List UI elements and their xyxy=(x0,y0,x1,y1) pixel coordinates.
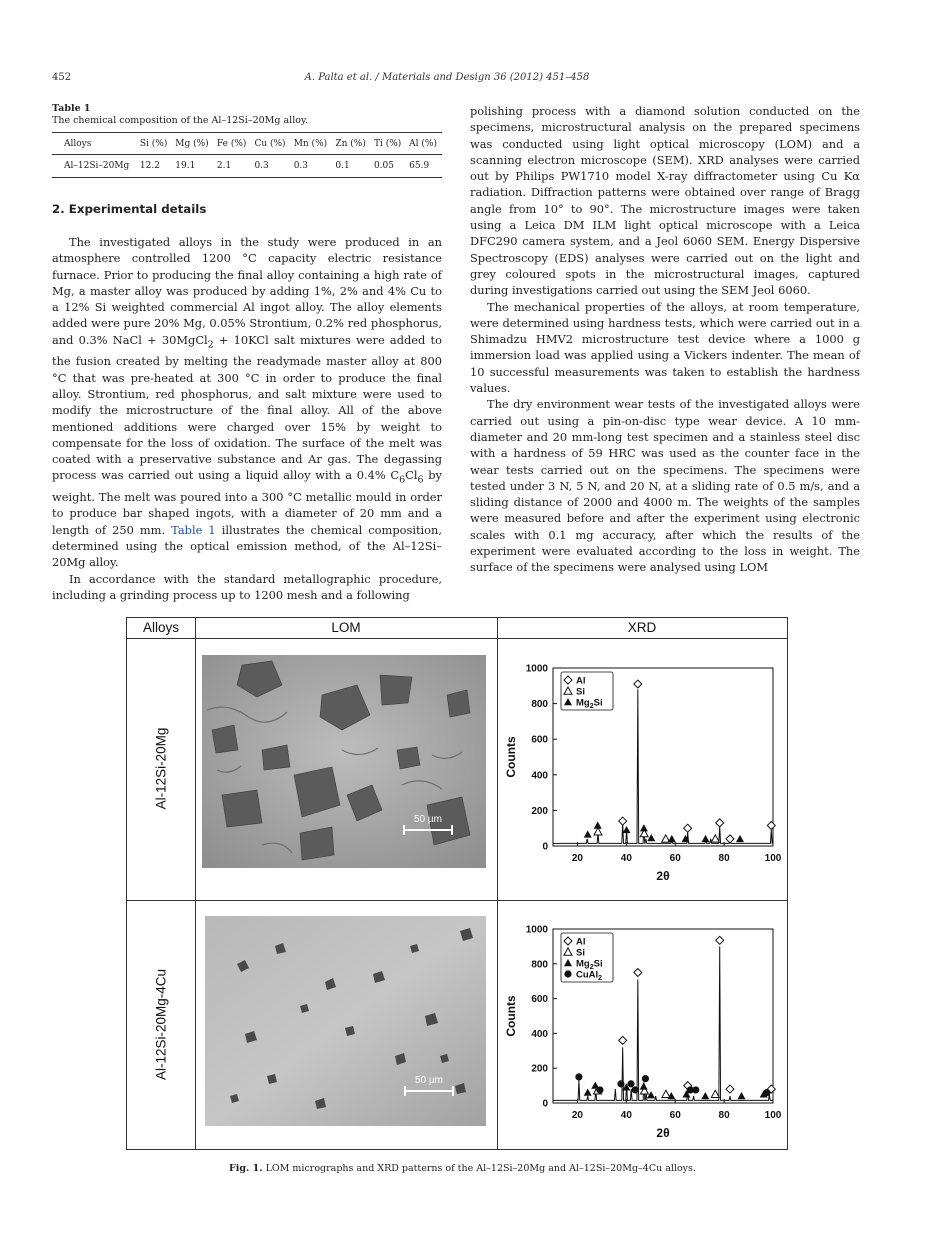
y-tick-label: 1000 xyxy=(525,924,548,936)
text-run: Cl xyxy=(405,468,418,483)
phase-marker-circle-filled xyxy=(575,1073,582,1080)
phase-marker-triangle-filled xyxy=(640,824,648,831)
phase-marker-circle-filled xyxy=(632,1086,639,1093)
phase-marker-diamond-open xyxy=(619,817,627,825)
legend-label: Si xyxy=(576,947,585,959)
phase-marker-triangle-filled xyxy=(640,1082,648,1089)
right-column xyxy=(470,103,860,576)
phase-marker-diamond-open xyxy=(684,824,692,832)
table-header-cell: Zn (%) xyxy=(332,133,371,155)
x-tick-label: 100 xyxy=(764,853,782,864)
x-tick-label: 20 xyxy=(571,1110,584,1121)
x-axis-label: 2θ xyxy=(656,1126,670,1140)
phase-marker-diamond-open xyxy=(619,1036,627,1044)
row-label-alloy-2: Al-12Si-20Mg-4Cu xyxy=(153,968,169,1081)
phase-marker-triangle-filled xyxy=(647,1091,655,1098)
legend-label: Si xyxy=(576,686,585,698)
x-tick-label: 60 xyxy=(669,1110,681,1121)
y-axis-label: Counts xyxy=(504,736,518,778)
table-cell: 0.3 xyxy=(291,155,333,178)
table-cell: 2.1 xyxy=(214,155,252,178)
figure-divider xyxy=(195,618,196,1149)
y-axis-label: Counts xyxy=(504,995,518,1037)
table-header-cell: Mg (%) xyxy=(172,133,214,155)
legend-label: Al xyxy=(576,936,586,948)
table-cell: 12.2 xyxy=(137,155,172,178)
legend-label: $Mg_2Si$ xyxy=(576,697,603,710)
phase-marker-triangle-open xyxy=(711,1090,719,1097)
figure-divider xyxy=(127,638,787,639)
composition-table xyxy=(52,132,442,178)
figure-divider xyxy=(497,618,498,1149)
header-xrd: XRD xyxy=(627,620,657,635)
y-tick-label: 400 xyxy=(531,770,548,782)
table-header-cell: Mn (%) xyxy=(291,133,333,155)
table-header-cell: Al (%) xyxy=(406,133,442,155)
x-tick-label: 100 xyxy=(764,1110,782,1121)
paragraph: The mechanical properties of the alloys, at room temperature, were determined using hardness tests, which were carried out in a Shimadzu HMV2 microstructure test device where a 1000 g immersion load was applied using a Vickers indenter. The mean of 10 successful measurements was taken to establish the hardness values. xyxy=(470,299,860,396)
phase-marker-circle-filled xyxy=(763,1089,770,1096)
journal-citation: A. Palta et al. / Materials and Design 36 (2012) 451–458 xyxy=(304,72,590,83)
phase-marker-triangle-open xyxy=(711,835,719,842)
legend-marker xyxy=(564,970,571,977)
table-cell: 0.3 xyxy=(251,155,290,178)
table-header-cell: Fe (%) xyxy=(214,133,252,155)
phase-marker-triangle-filled xyxy=(584,830,592,837)
table-cell: 19.1 xyxy=(172,155,214,178)
text-run: + 10KCl salt mixtures were added to the fusion created by melting the readymade master alloy at 800 °C that was pre-heated at 300 °C in order to produce the final alloy. Strontium, red phosphorus, and salt mixture were used to modify the microstructure of the final alloy. All of the above mentioned additions were charged over 15% by weight to compensate for the loss of oxidation. The surface of the melt was coated with a preservative substance and Ar gas. The degassing process was carried out using a liquid alloy with a 0.4% C xyxy=(52,332,442,483)
table-header-cell: Si (%) xyxy=(137,133,172,155)
phase-marker-circle-filled xyxy=(692,1086,699,1093)
table-cell: 0.05 xyxy=(371,155,406,178)
x-tick-label: 40 xyxy=(620,1110,632,1121)
phase-marker-triangle-open xyxy=(594,828,602,835)
xrd-chart-1 xyxy=(503,658,783,898)
legend-label: Al xyxy=(576,675,586,687)
subscript: 6 xyxy=(417,474,424,486)
phase-marker-triangle-open xyxy=(662,1090,670,1097)
phase-marker-triangle-filled xyxy=(594,822,602,829)
scale-bar-label: 50 µm xyxy=(414,814,442,825)
figure-caption xyxy=(0,1163,925,1174)
x-tick-label: 80 xyxy=(718,853,730,864)
table-cell: Al–12Si–20Mg xyxy=(52,155,137,178)
table-cell: 65.9 xyxy=(406,155,442,178)
figure-caption-label: Fig. 1. xyxy=(229,1163,263,1174)
lom-micrograph-1 xyxy=(202,655,486,868)
left-column xyxy=(52,103,442,603)
legend-label: CuAl$_2$ xyxy=(576,969,603,982)
y-tick-label: 800 xyxy=(531,959,548,971)
table-header-cell: Alloys xyxy=(52,133,137,155)
subscript: 2 xyxy=(207,339,214,351)
paragraph: The dry environment wear tests of the investigated alloys were carried out using a pin-on-disc type wear device. A 10 mm-diameter and 20 mm-long test specimen and a stainless steel disc with a hardness of 59 HRC was used as the counter face in the wear tests carried out on the specimens. The specimens were tested under 3 N, 5 N, and 20 N, at a sliding rate of 0.5 m/s, and a sliding distance of 2000 and 4000 m. The weights of the samples were measured before and after the experiment using electronic scales with 0.1 mg accuracy, after which the results of the experiment were evaluated according to the loss in weight. The surface of the specimens were analysed using LOM xyxy=(470,397,860,575)
text-run: by weight. The melt was poured into a 300 °C metallic mould in order to produce bar shaped ingots, with a diameter of 20 mm and a length of 250 mm. xyxy=(52,468,442,537)
row-label-alloy-1: Al-12Si-20Mg xyxy=(153,727,169,810)
y-tick-label: 0 xyxy=(542,841,548,853)
phase-marker-circle-filled xyxy=(617,1080,624,1087)
y-tick-label: 200 xyxy=(531,1063,548,1075)
table-header-cell: Ti (%) xyxy=(371,133,406,155)
phase-marker-triangle-filled xyxy=(584,1089,592,1096)
table-cell: 0.1 xyxy=(332,155,371,178)
y-tick-label: 400 xyxy=(531,1028,548,1040)
phase-marker-circle-filled xyxy=(642,1075,649,1082)
micrograph-image xyxy=(205,916,486,1126)
paragraph: polishing process with a diamond solution conducted on the specimens, microstructural analysis on the prepared specimens was conducted using light optical microscopy (LOM) and a scanning electron microscope (SEM). XRD analyses were carried out by Philips PW1710 model X-ray diffractometer using Cu Kα radiation. Diffraction patterns were obtained over range of Bragg angle from 10° to 90°. The microstructure images were taken using a Leica DM ILM light optical microscope with a Leica DFC290 camera system, and a Jeol 6060 SEM. Energy Dispersive Spectroscopy (EDS) analyses were carried out on the light and grey coloured spots in the microstructural images, captured during investigations carried out using the SEM Jeol 6060. xyxy=(470,104,860,298)
y-tick-label: 200 xyxy=(531,805,548,817)
subscript: 6 xyxy=(399,474,406,486)
legend-label: $Mg_2Si$ xyxy=(576,958,603,971)
phase-marker-triangle-filled xyxy=(623,826,631,833)
figure-1 xyxy=(126,617,788,1150)
header-lom: LOM xyxy=(331,620,361,635)
phase-marker-triangle-filled xyxy=(668,835,676,842)
xrd-pattern-line xyxy=(553,686,773,843)
phase-marker-triangle-filled xyxy=(737,1092,745,1099)
x-tick-label: 20 xyxy=(571,853,584,864)
phase-marker-triangle-filled xyxy=(702,835,710,842)
text-run: illustrates the chemical composition, determined using the optical emission method, of the Al–12Si–20Mg alloy. xyxy=(52,522,442,570)
xrd-chart-2 xyxy=(503,919,783,1149)
lom-micrograph-2 xyxy=(205,916,486,1126)
table-caption: The chemical composition of the Al–12Si–20Mg alloy. xyxy=(52,115,309,126)
table-header-row xyxy=(52,133,442,155)
table-label: Table 1 xyxy=(52,103,91,114)
phase-marker-diamond-open xyxy=(726,1085,734,1093)
figure-caption-text: LOM micrographs and XRD patterns of the Al–12Si–20Mg and Al–12Si–20Mg–4Cu alloys. xyxy=(262,1163,696,1174)
table-row xyxy=(52,155,442,178)
x-tick-label: 80 xyxy=(718,1110,730,1121)
y-tick-label: 1000 xyxy=(525,663,548,675)
x-axis-label: 2θ xyxy=(656,869,670,883)
paragraph xyxy=(52,234,442,571)
y-tick-label: 600 xyxy=(531,994,548,1006)
phase-marker-diamond-open xyxy=(634,680,642,688)
micrograph-image xyxy=(202,655,486,868)
x-tick-label: 60 xyxy=(669,853,681,864)
figure-divider xyxy=(127,900,787,901)
text-run: The investigated alloys in the study were produced in an atmosphere controlled 1200 °C capacity electric resistance furnace. Prior to producing the final alloy containing a high rate of Mg, a master alloy was produced by adding 1%, 2% and 4% Cu to a 12% Si weighted commercial Al ingot alloy. The alloy elements added were pure 20% Mg, 0.05% Strontium, 0.2% red phosphorus, and 0.3% NaCl + 30MgCl xyxy=(52,235,442,347)
phase-marker-diamond-open xyxy=(767,822,775,830)
phase-marker-diamond-open xyxy=(634,969,642,977)
table-reference-link[interactable]: Table 1 xyxy=(171,522,216,537)
phase-marker-triangle-filled xyxy=(701,1092,709,1099)
y-tick-label: 800 xyxy=(531,699,548,711)
phase-marker-diamond-open xyxy=(716,936,724,944)
paragraph: In accordance with the standard metallographic procedure, including a grinding process up to 1200 mesh and a following xyxy=(52,571,442,602)
phase-marker-circle-filled xyxy=(596,1086,603,1093)
page-number: 452 xyxy=(52,72,72,83)
phase-marker-diamond-open xyxy=(726,835,734,843)
phase-marker-diamond-open xyxy=(716,819,724,827)
phase-marker-triangle-filled xyxy=(647,834,655,841)
phase-marker-circle-filled xyxy=(627,1080,634,1087)
scale-bar-label: 50 µm xyxy=(415,1075,443,1086)
header-alloys: Alloys xyxy=(142,620,179,635)
section-heading: 2. Experimental details xyxy=(52,202,207,216)
phase-marker-triangle-filled xyxy=(736,835,744,842)
y-tick-label: 600 xyxy=(531,734,548,746)
x-tick-label: 40 xyxy=(620,853,632,864)
y-tick-label: 0 xyxy=(542,1098,548,1110)
table-header-cell: Cu (%) xyxy=(251,133,290,155)
